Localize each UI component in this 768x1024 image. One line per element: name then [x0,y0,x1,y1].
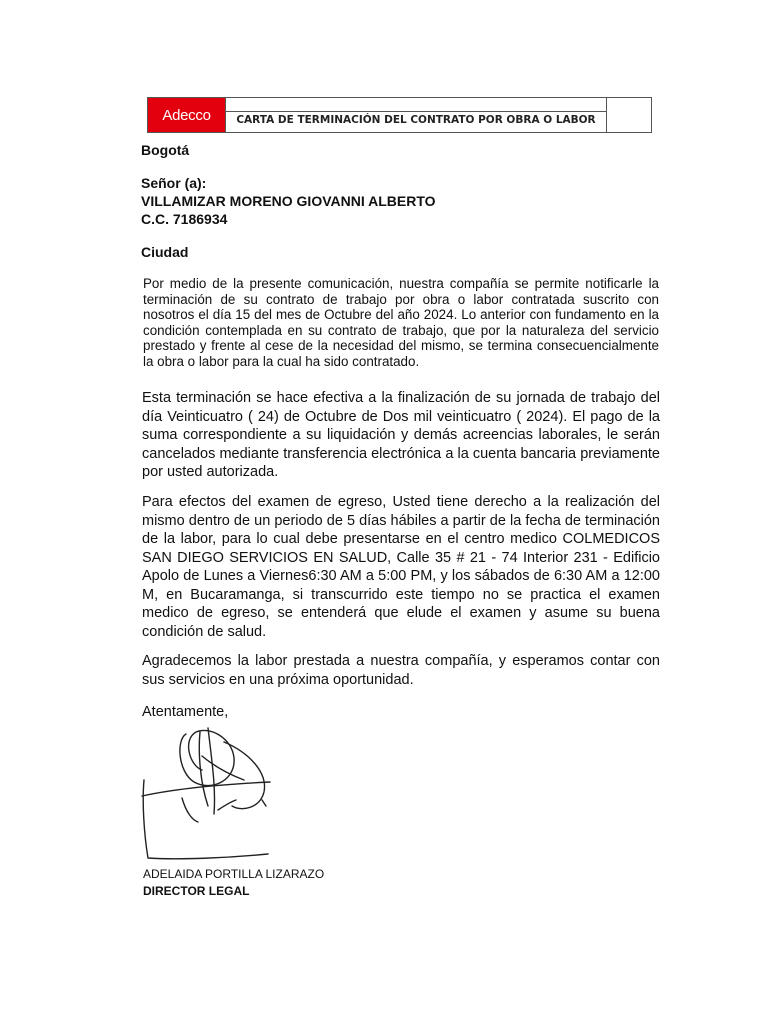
closing: Atentamente, [142,704,229,720]
paragraph-exit-exam: Para efectos del examen de egreso, Usted tiene derecho a la realización del mismo dentro de un periodo de 5 días hábiles a partir de la fecha de terminación de la labor, para lo cual debe presentarse en el centro medico COLMEDICOS SAN DIEGO SERVICIOS EN SALUD, Calle 35 # 21 - 74 Interior 231 - Edificio Apolo de Lunes a Viernes6:30 AM a 5:00 PM, y los sábados de 6:30 AM a 12:00 M, en Bucaramanga, si transcurrido este tiempo no se practica el examen medico de egreso, se entenderá que elude el examen y asume su buena condición de salud. [142,494,660,640]
document-title: CARTA DE TERMINACIÓN DEL CONTRATO POR OBRA O LABOR [236,114,596,126]
signer-name: ADELAIDA PORTILLA LIZARAZO [143,867,325,881]
city-label: Ciudad [141,244,189,260]
city-top: Bogotá [141,142,190,158]
paragraph-effective-date: Esta terminación se hace efectiva a la finalización de su jornada de trabajo del día Veinticuatro ( 24) de Octubre de Dos mil veinticuatro ( 2024). El pago de la suma correspondiente a su liquidación y demás acreencias laborales, le serán cancelados mediante transferencia electrónica a la cuenta bancaria previamente por usted autorizada. [142,390,660,480]
signer-title: DIRECTOR LEGAL [143,884,250,898]
adecco-logo [148,98,226,132]
recipient-name: VILLAMIZAR MORENO GIOVANNI ALBERTO [141,193,436,209]
header-title-cell [226,98,607,132]
document-header-table [147,97,652,133]
salutation: Señor (a): [141,175,207,191]
paragraph-termination-notice: Por medio de la presente comunicación, nuestra compañía se permite notificarle la terminación de su contrato de trabajo por obra o labor contratada suscrito con nosotros el día 15 del mes de Octubre del año 2024. Lo anterior con fundamento en la condición contemplada en su contrato de trabajo, que por la naturaleza del servicio prestado y frente al cese de la necesidad del mismo, se termina consecuencialmente la obra o labor para la cual ha sido contratado. [143,276,659,369]
header-top-strip [226,98,606,112]
paragraph-thanks: Agradecemos la labor prestada a nuestra compañía, y esperamos contar con sus servicios en una próxima oportunidad. [142,653,660,688]
recipient-id: C.C. 7186934 [141,211,228,227]
handwritten-signature [138,722,273,864]
header-right-cell [607,98,651,132]
logo-text: Adecco [162,106,211,124]
